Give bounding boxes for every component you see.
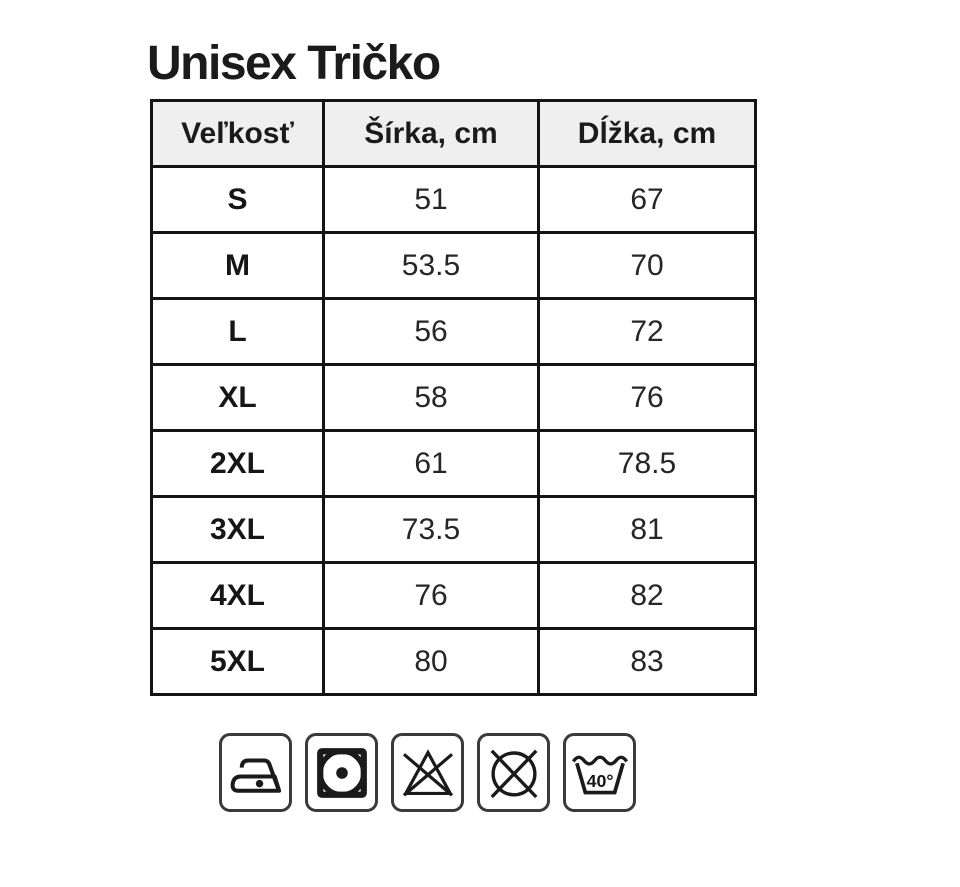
- table-row: [152, 167, 756, 233]
- column-header-length: Dĺžka, cm: [539, 101, 756, 167]
- width-value: 56: [324, 299, 539, 365]
- table-row: [152, 629, 756, 695]
- table-row: [152, 365, 756, 431]
- length-value: 83: [539, 629, 756, 695]
- width-value: 51: [324, 167, 539, 233]
- length-value: 76: [539, 365, 756, 431]
- care-symbols-row: [219, 733, 636, 812]
- width-value: 73.5: [324, 497, 539, 563]
- table-header-row: [152, 101, 756, 167]
- width-value: 76: [324, 563, 539, 629]
- size-label: 4XL: [152, 563, 324, 629]
- tumble-dry-glyph: [310, 738, 374, 808]
- column-header-width: Šírka, cm: [324, 101, 539, 167]
- do-not-dry-clean-glyph: [482, 738, 546, 808]
- table-row: [152, 431, 756, 497]
- table-row: [152, 497, 756, 563]
- column-header-size: Veľkosť: [152, 101, 324, 167]
- size-label: 2XL: [152, 431, 324, 497]
- do-not-bleach-icon: [391, 733, 464, 812]
- size-label: M: [152, 233, 324, 299]
- page-title: Unisex Tričko: [147, 37, 440, 90]
- table-row: [152, 233, 756, 299]
- length-value: 78.5: [539, 431, 756, 497]
- length-value: 67: [539, 167, 756, 233]
- length-value: 70: [539, 233, 756, 299]
- wash-40-glyph: [568, 738, 632, 808]
- width-value: 53.5: [324, 233, 539, 299]
- size-label: 3XL: [152, 497, 324, 563]
- size-label: XL: [152, 365, 324, 431]
- width-value: 58: [324, 365, 539, 431]
- size-label: L: [152, 299, 324, 365]
- width-value: 80: [324, 629, 539, 695]
- width-value: 61: [324, 431, 539, 497]
- wash-temperature-label: 40°: [586, 770, 613, 791]
- do-not-bleach-glyph: [396, 738, 460, 808]
- tumble-dry-one-dot-icon: [305, 733, 378, 812]
- size-label: 5XL: [152, 629, 324, 695]
- do-not-dry-clean-icon: [477, 733, 550, 812]
- iron-one-dot-icon: [219, 733, 292, 812]
- table-row: [152, 563, 756, 629]
- table-row: [152, 299, 756, 365]
- length-value: 72: [539, 299, 756, 365]
- length-value: 82: [539, 563, 756, 629]
- size-table: [150, 99, 757, 696]
- length-value: 81: [539, 497, 756, 563]
- iron-one-dot-glyph: [224, 738, 288, 808]
- size-label: S: [152, 167, 324, 233]
- wash-40-icon: [563, 733, 636, 812]
